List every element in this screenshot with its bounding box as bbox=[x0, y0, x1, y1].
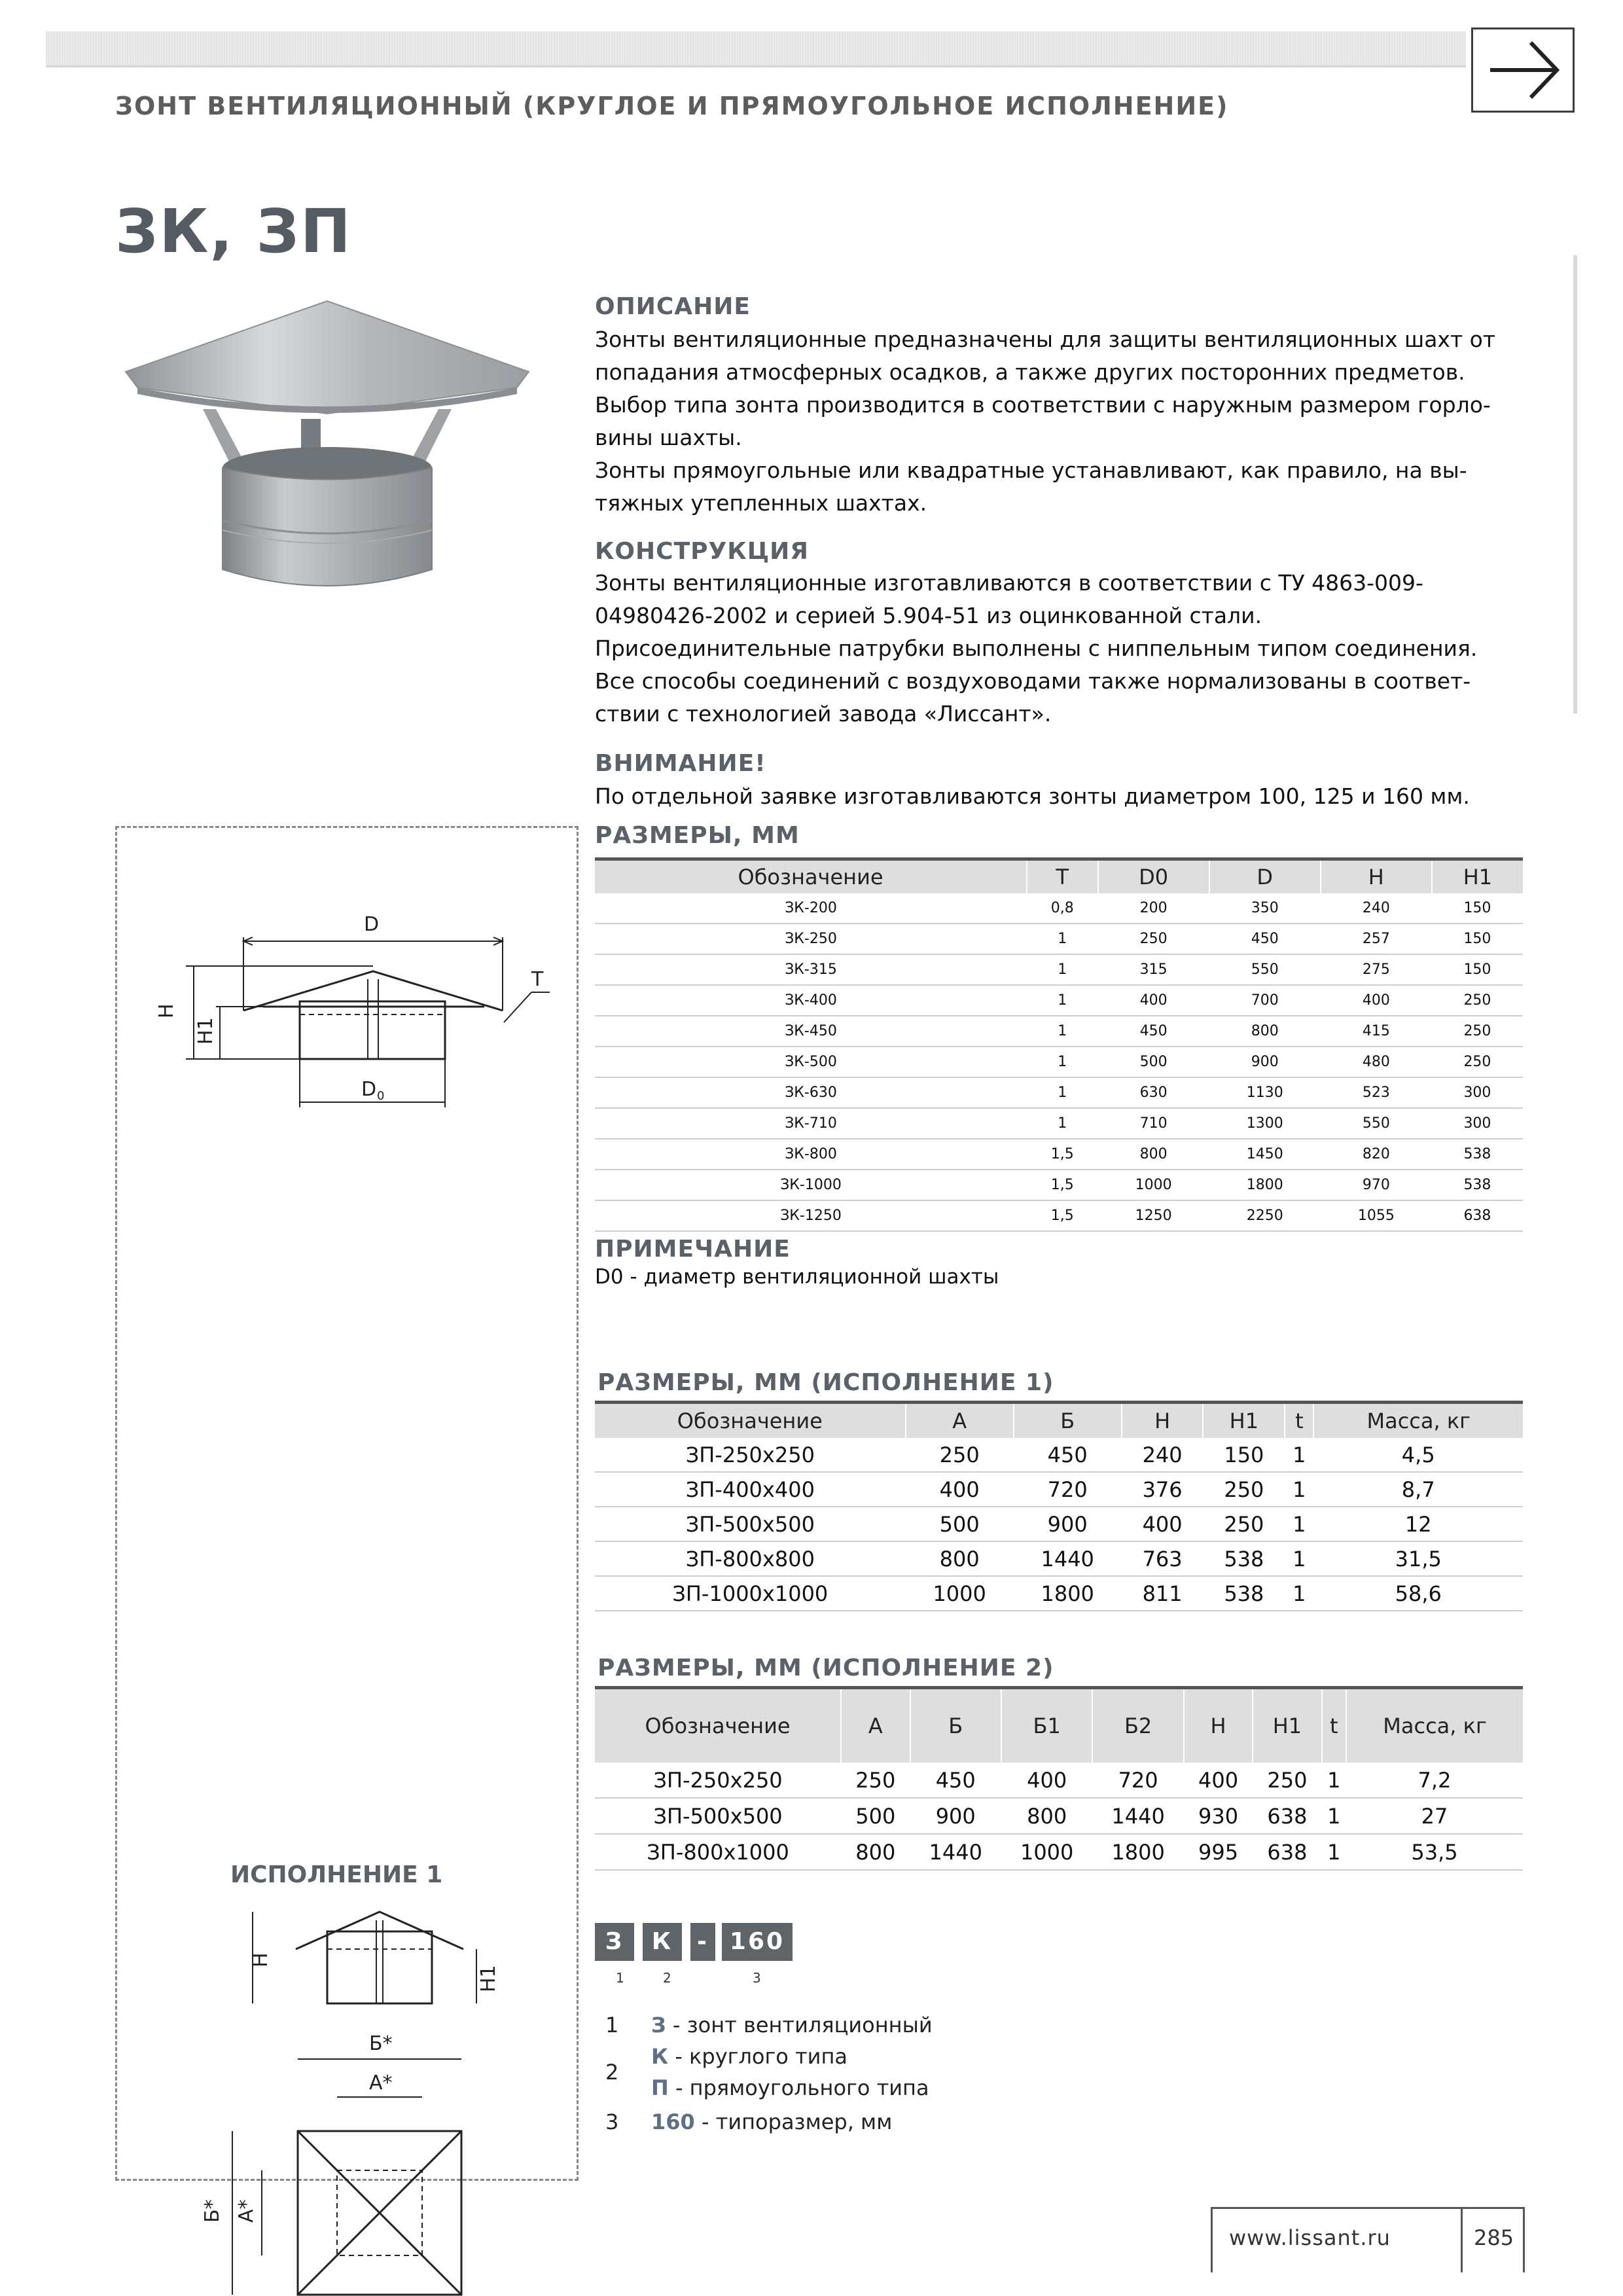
construction-line: Все способы соединений с воздуховодами также нормализованы в соответ- bbox=[595, 668, 1471, 694]
column-header: H1 bbox=[1432, 859, 1523, 894]
table-cell: 1,5 bbox=[1027, 1200, 1098, 1231]
table-row bbox=[595, 1541, 1523, 1576]
table-cell: 538 bbox=[1432, 1170, 1523, 1200]
table-cell: 31,5 bbox=[1313, 1541, 1523, 1576]
table-row bbox=[595, 1200, 1523, 1231]
table-cell: 12 bbox=[1313, 1507, 1523, 1541]
legend-key: 160 bbox=[651, 2109, 695, 2134]
table-header-row bbox=[595, 859, 1523, 894]
table-cell: 1055 bbox=[1321, 1200, 1432, 1231]
table-cell: 350 bbox=[1209, 893, 1321, 924]
table-cell: 538 bbox=[1432, 1139, 1523, 1170]
table-cell: 1 bbox=[1027, 1077, 1098, 1108]
table-cell: 500 bbox=[841, 1798, 910, 1834]
table-cell: 400 bbox=[1184, 1763, 1253, 1798]
table-cell: 250 bbox=[906, 1438, 1014, 1472]
table-row bbox=[595, 1139, 1523, 1170]
legend-text: - круглого типа bbox=[668, 2044, 847, 2069]
table-cell: ЗП-1000х1000 bbox=[595, 1576, 906, 1611]
code-part-size: 160 bbox=[722, 1923, 793, 1961]
table-cell: 1 bbox=[1027, 1047, 1098, 1077]
table-cell: 4,5 bbox=[1313, 1438, 1523, 1472]
table-cell: 800 bbox=[1209, 1016, 1321, 1047]
table-cell: ЗК-1000 bbox=[595, 1170, 1027, 1200]
table-cell: 1 bbox=[1027, 1108, 1098, 1139]
table-cell: ЗК-710 bbox=[595, 1108, 1027, 1139]
table-row bbox=[595, 924, 1523, 954]
table-cell: 1800 bbox=[1014, 1576, 1122, 1611]
table-cell: ЗП-250х250 bbox=[595, 1438, 906, 1472]
table-cell: 0,8 bbox=[1027, 893, 1098, 924]
table-cell: 300 bbox=[1432, 1077, 1523, 1108]
table-cell: 300 bbox=[1432, 1108, 1523, 1139]
table-cell: 240 bbox=[1321, 893, 1432, 924]
table-cell: ЗК-450 bbox=[595, 1016, 1027, 1047]
header-line bbox=[46, 65, 1466, 67]
table-cell: 800 bbox=[841, 1834, 910, 1870]
table-cell: 275 bbox=[1321, 954, 1432, 985]
note-heading: ПРИМЕЧАНИЕ bbox=[595, 1236, 791, 1263]
table-row bbox=[595, 1016, 1523, 1047]
legend-item bbox=[651, 2044, 847, 2069]
legend-item bbox=[651, 2109, 892, 2134]
code-index: 2 bbox=[663, 1970, 671, 1986]
table-cell: 450 bbox=[1209, 924, 1321, 954]
header-band bbox=[46, 31, 1466, 65]
table-cell: 250 bbox=[1203, 1507, 1285, 1541]
technical-drawings bbox=[118, 829, 576, 2223]
table-cell: 800 bbox=[1001, 1798, 1092, 1834]
table-row bbox=[595, 1507, 1523, 1541]
table-cell: 538 bbox=[1203, 1576, 1285, 1611]
table-row bbox=[595, 985, 1523, 1016]
table-cell: ЗК-200 bbox=[595, 893, 1027, 924]
construction-line: 04980426-2002 и серией 5.904-51 из оцинкованной стали. bbox=[595, 603, 1262, 628]
column-header: Б2 bbox=[1092, 1688, 1183, 1763]
table-row bbox=[595, 1798, 1523, 1834]
v2-table-heading: РАЗМЕРЫ, ММ (ИСПОЛНЕНИЕ 2) bbox=[597, 1655, 1054, 1681]
table-cell: 500 bbox=[1098, 1047, 1209, 1077]
table-cell: 150 bbox=[1432, 924, 1523, 954]
table-row bbox=[595, 1438, 1523, 1472]
legend-key: К bbox=[651, 2044, 669, 2069]
construction-heading: КОНСТРУКЦИЯ bbox=[595, 538, 809, 565]
table-cell: 1000 bbox=[1001, 1834, 1092, 1870]
description-line: Зонты прямоугольные или квадратные устанавливают, как правило, на вы- bbox=[595, 457, 1467, 483]
column-header: А bbox=[906, 1403, 1014, 1439]
table-row bbox=[595, 1763, 1523, 1798]
table-cell: 1 bbox=[1322, 1798, 1346, 1834]
table-cell: 1130 bbox=[1209, 1077, 1321, 1108]
table-cell: 1440 bbox=[910, 1834, 1001, 1870]
table-cell: 450 bbox=[1098, 1016, 1209, 1047]
table-cell: 250 bbox=[1432, 985, 1523, 1016]
table-cell: 1800 bbox=[1092, 1834, 1183, 1870]
table-cell: 800 bbox=[906, 1541, 1014, 1576]
table-cell: 400 bbox=[1122, 1507, 1204, 1541]
column-header: Н bbox=[1184, 1688, 1253, 1763]
code-index: 1 bbox=[616, 1970, 624, 1986]
table-cell: 400 bbox=[1001, 1763, 1092, 1798]
construction-line: Присоединительные патрубки выполнены с ниппельным типом соединения. bbox=[595, 636, 1478, 661]
column-header: Масса, кг bbox=[1346, 1688, 1523, 1763]
table-cell: 400 bbox=[906, 1472, 1014, 1507]
legend-number: 3 bbox=[605, 2109, 619, 2134]
table-cell: 1800 bbox=[1209, 1170, 1321, 1200]
table-row bbox=[595, 954, 1523, 985]
note-text: D0 - диаметр вентиляционной шахты bbox=[595, 1265, 999, 1289]
table-cell: 400 bbox=[1098, 985, 1209, 1016]
scrollbar[interactable] bbox=[1573, 255, 1577, 713]
table-row bbox=[595, 1170, 1523, 1200]
column-header: D0 bbox=[1098, 859, 1209, 894]
table-cell: 250 bbox=[1203, 1472, 1285, 1507]
legend-text: - типоразмер, мм bbox=[694, 2109, 893, 2134]
table-cell: 995 bbox=[1184, 1834, 1253, 1870]
table-cell: 900 bbox=[910, 1798, 1001, 1834]
arrow-right-icon bbox=[1473, 29, 1573, 111]
column-header: А bbox=[841, 1688, 910, 1763]
round-dimensions-table bbox=[595, 857, 1523, 1232]
table-cell: 1450 bbox=[1209, 1139, 1321, 1170]
table-cell: ЗП-400х400 bbox=[595, 1472, 906, 1507]
dim-label: D bbox=[361, 1078, 377, 1101]
table-cell: 1 bbox=[1027, 954, 1098, 985]
table-cell: 900 bbox=[1209, 1047, 1321, 1077]
table-cell: 150 bbox=[1203, 1438, 1285, 1472]
table-cell: 250 bbox=[1253, 1763, 1321, 1798]
table-cell: 700 bbox=[1209, 985, 1321, 1016]
legend-key: З bbox=[651, 2013, 666, 2037]
table-cell: 638 bbox=[1253, 1834, 1321, 1870]
table-cell: 538 bbox=[1203, 1541, 1285, 1576]
footer-divider bbox=[1211, 2207, 1213, 2272]
table-cell: 1300 bbox=[1209, 1108, 1321, 1139]
table-cell: 550 bbox=[1209, 954, 1321, 985]
legend-item bbox=[651, 2013, 933, 2037]
table-cell: 376 bbox=[1122, 1472, 1204, 1507]
table-row bbox=[595, 1576, 1523, 1611]
legend-item bbox=[651, 2075, 929, 2100]
table-cell: ЗК-630 bbox=[595, 1077, 1027, 1108]
table-cell: 1,5 bbox=[1027, 1139, 1098, 1170]
table-cell: 811 bbox=[1122, 1576, 1204, 1611]
description-text bbox=[595, 323, 1495, 520]
column-header: t bbox=[1322, 1688, 1346, 1763]
table-cell: 1000 bbox=[1098, 1170, 1209, 1200]
table-cell: 450 bbox=[910, 1763, 1001, 1798]
dim-label: 0 bbox=[377, 1089, 385, 1103]
next-page-button[interactable] bbox=[1471, 27, 1575, 113]
column-header: Б bbox=[910, 1688, 1001, 1763]
table-cell: 150 bbox=[1432, 954, 1523, 985]
description-heading: ОПИСАНИЕ bbox=[595, 293, 751, 320]
description-line: Выбор типа зонта производится в соответствии с наружным размером горло- bbox=[595, 392, 1491, 418]
v1-title: ИСПОЛНЕНИЕ 1 bbox=[230, 1861, 443, 1888]
table-cell: 1,5 bbox=[1027, 1170, 1098, 1200]
table-cell: 27 bbox=[1346, 1798, 1523, 1834]
table-cell: 150 bbox=[1432, 893, 1523, 924]
page-title: ЗК, ЗП bbox=[115, 196, 352, 266]
table-cell: 1 bbox=[1027, 1016, 1098, 1047]
legend-number: 2 bbox=[605, 2060, 619, 2085]
legend-text: - зонт вентиляционный bbox=[666, 2013, 933, 2037]
column-header: H bbox=[1321, 859, 1432, 894]
dim-label: H bbox=[249, 1952, 272, 1967]
table-cell: 257 bbox=[1321, 924, 1432, 954]
description-line: Зонты вентиляционные предназначены для защиты вентиляционных шахт от bbox=[595, 327, 1496, 352]
table-cell: 970 bbox=[1321, 1170, 1432, 1200]
table-cell: 1 bbox=[1027, 985, 1098, 1016]
dim-label: Б* bbox=[201, 2199, 224, 2223]
column-header: Обозначение bbox=[595, 1688, 841, 1763]
dim-label: H bbox=[155, 1003, 178, 1018]
table-cell: 900 bbox=[1014, 1507, 1122, 1541]
header-title: ЗОНТ ВЕНТИЛЯЦИОННЫЙ (КРУГЛОЕ И ПРЯМОУГОЛЬНОЕ ИСПОЛНЕНИЕ) bbox=[115, 92, 1229, 120]
table-cell: 1000 bbox=[906, 1576, 1014, 1611]
table-cell: 53,5 bbox=[1346, 1834, 1523, 1870]
code-part-type: З bbox=[595, 1923, 634, 1961]
table-cell: 250 bbox=[841, 1763, 910, 1798]
dim-label: Б* bbox=[369, 2032, 393, 2055]
table-cell: 820 bbox=[1321, 1139, 1432, 1170]
dim-label: D bbox=[364, 913, 380, 936]
table-cell: 1 bbox=[1322, 1763, 1346, 1798]
table-cell: 1250 bbox=[1098, 1200, 1209, 1231]
table-cell: ЗП-800х1000 bbox=[595, 1834, 841, 1870]
column-header: D bbox=[1209, 859, 1321, 894]
table-cell: 763 bbox=[1122, 1541, 1204, 1576]
footer-line bbox=[1211, 2207, 1525, 2209]
table-cell: 450 bbox=[1014, 1438, 1122, 1472]
table-cell: 1 bbox=[1285, 1507, 1313, 1541]
table-cell: 250 bbox=[1432, 1016, 1523, 1047]
table-header-row bbox=[595, 1688, 1523, 1763]
v1-plan-drawing bbox=[232, 2059, 461, 2295]
column-header: T bbox=[1027, 859, 1098, 894]
column-header: Б bbox=[1014, 1403, 1122, 1439]
table-cell: ЗК-800 bbox=[595, 1139, 1027, 1170]
page-number: 285 bbox=[1474, 2225, 1514, 2250]
construction-line: ствии с технологией завода «Лиссант». bbox=[595, 701, 1052, 726]
table-cell: 638 bbox=[1432, 1200, 1523, 1231]
table-cell: 200 bbox=[1098, 893, 1209, 924]
table-cell: 630 bbox=[1098, 1077, 1209, 1108]
legend-text: - прямоугольного типа bbox=[668, 2075, 929, 2100]
table-cell: 550 bbox=[1321, 1108, 1432, 1139]
table-cell: ЗП-250х250 bbox=[595, 1763, 841, 1798]
table-cell: ЗП-800х800 bbox=[595, 1541, 906, 1576]
table-cell: 1 bbox=[1285, 1438, 1313, 1472]
table-cell: 315 bbox=[1098, 954, 1209, 985]
table-header-row bbox=[595, 1403, 1523, 1439]
table-cell: ЗК-400 bbox=[595, 985, 1027, 1016]
table-row bbox=[595, 1108, 1523, 1139]
table-cell: 720 bbox=[1092, 1763, 1183, 1798]
column-header: Н bbox=[1122, 1403, 1204, 1439]
dim-label: А* bbox=[369, 2072, 393, 2094]
code-part-shape: К bbox=[643, 1923, 682, 1961]
table-cell: 1 bbox=[1285, 1541, 1313, 1576]
table-cell: ЗК-315 bbox=[595, 954, 1027, 985]
column-header: Б1 bbox=[1001, 1688, 1092, 1763]
legend-key: П bbox=[651, 2075, 669, 2100]
dim-label: H1 bbox=[477, 1965, 500, 1992]
table-cell: ЗК-1250 bbox=[595, 1200, 1027, 1231]
table-cell: 710 bbox=[1098, 1108, 1209, 1139]
table-cell: 800 bbox=[1098, 1139, 1209, 1170]
column-header: Н1 bbox=[1203, 1403, 1285, 1439]
table-cell: 930 bbox=[1184, 1798, 1253, 1834]
construction-line: Зонты вентиляционные изготавливаются в соответствии с ТУ 4863-009- bbox=[595, 570, 1423, 596]
table-row bbox=[595, 893, 1523, 924]
description-line: попадания атмосферных осадков, а также других посторонних предметов. bbox=[595, 359, 1465, 385]
attention-heading: ВНИМАНИЕ! bbox=[595, 750, 766, 777]
table-row bbox=[595, 1472, 1523, 1507]
v1-table-heading: РАЗМЕРЫ, ММ (ИСПОЛНЕНИЕ 1) bbox=[597, 1369, 1054, 1396]
table-cell: 523 bbox=[1321, 1077, 1432, 1108]
table-cell: ЗК-500 bbox=[595, 1047, 1027, 1077]
table-cell: ЗК-250 bbox=[595, 924, 1027, 954]
footer-divider bbox=[1523, 2207, 1525, 2272]
round-table-heading: РАЗМЕРЫ, ММ bbox=[595, 822, 800, 849]
table-cell: 480 bbox=[1321, 1047, 1432, 1077]
column-header: Обозначение bbox=[595, 859, 1027, 894]
v2-dimensions-table bbox=[595, 1686, 1523, 1871]
table-cell: 400 bbox=[1321, 985, 1432, 1016]
table-cell: 500 bbox=[906, 1507, 1014, 1541]
table-cell: 58,6 bbox=[1313, 1576, 1523, 1611]
table-cell: 415 bbox=[1321, 1016, 1432, 1047]
column-header: t bbox=[1285, 1403, 1313, 1439]
table-row bbox=[595, 1047, 1523, 1077]
v1-side-drawing bbox=[253, 1912, 476, 2003]
table-cell: 8,7 bbox=[1313, 1472, 1523, 1507]
table-cell: 638 bbox=[1253, 1798, 1321, 1834]
description-line: тяжных утепленных шахтах. bbox=[595, 490, 927, 516]
table-cell: 240 bbox=[1122, 1438, 1204, 1472]
product-photo bbox=[124, 295, 530, 622]
dim-label: T bbox=[531, 968, 544, 991]
table-cell: 250 bbox=[1432, 1047, 1523, 1077]
construction-text bbox=[595, 567, 1477, 730]
table-cell: 7,2 bbox=[1346, 1763, 1523, 1798]
table-cell: 1 bbox=[1285, 1472, 1313, 1507]
table-cell: 1 bbox=[1285, 1576, 1313, 1611]
table-cell: 1440 bbox=[1014, 1541, 1122, 1576]
table-cell: 2250 bbox=[1209, 1200, 1321, 1231]
column-header: Н1 bbox=[1253, 1688, 1321, 1763]
code-part-dash: - bbox=[690, 1923, 715, 1961]
footer-divider bbox=[1461, 2207, 1463, 2272]
column-header: Масса, кг bbox=[1313, 1403, 1523, 1439]
v1-dimensions-table bbox=[595, 1401, 1523, 1611]
dim-label: H1 bbox=[194, 1017, 217, 1045]
table-cell: 1 bbox=[1027, 924, 1098, 954]
legend-number: 1 bbox=[605, 2013, 619, 2037]
column-header: Обозначение bbox=[595, 1403, 906, 1439]
description-line: вины шахты. bbox=[595, 425, 742, 450]
table-cell: ЗП-500х500 bbox=[595, 1507, 906, 1541]
table-row bbox=[595, 1834, 1523, 1870]
dim-label: А* bbox=[235, 2199, 258, 2223]
table-cell: 250 bbox=[1098, 924, 1209, 954]
table-cell: 720 bbox=[1014, 1472, 1122, 1507]
table-cell: 1440 bbox=[1092, 1798, 1183, 1834]
attention-text: По отдельной заявке изготавливаются зонты диаметром 100, 125 и 160 мм. bbox=[595, 783, 1470, 809]
table-cell: 1 bbox=[1322, 1834, 1346, 1870]
footer-url[interactable]: www.lissant.ru bbox=[1229, 2225, 1391, 2250]
code-index: 3 bbox=[753, 1970, 761, 1986]
table-row bbox=[595, 1077, 1523, 1108]
table-cell: ЗП-500х500 bbox=[595, 1798, 841, 1834]
